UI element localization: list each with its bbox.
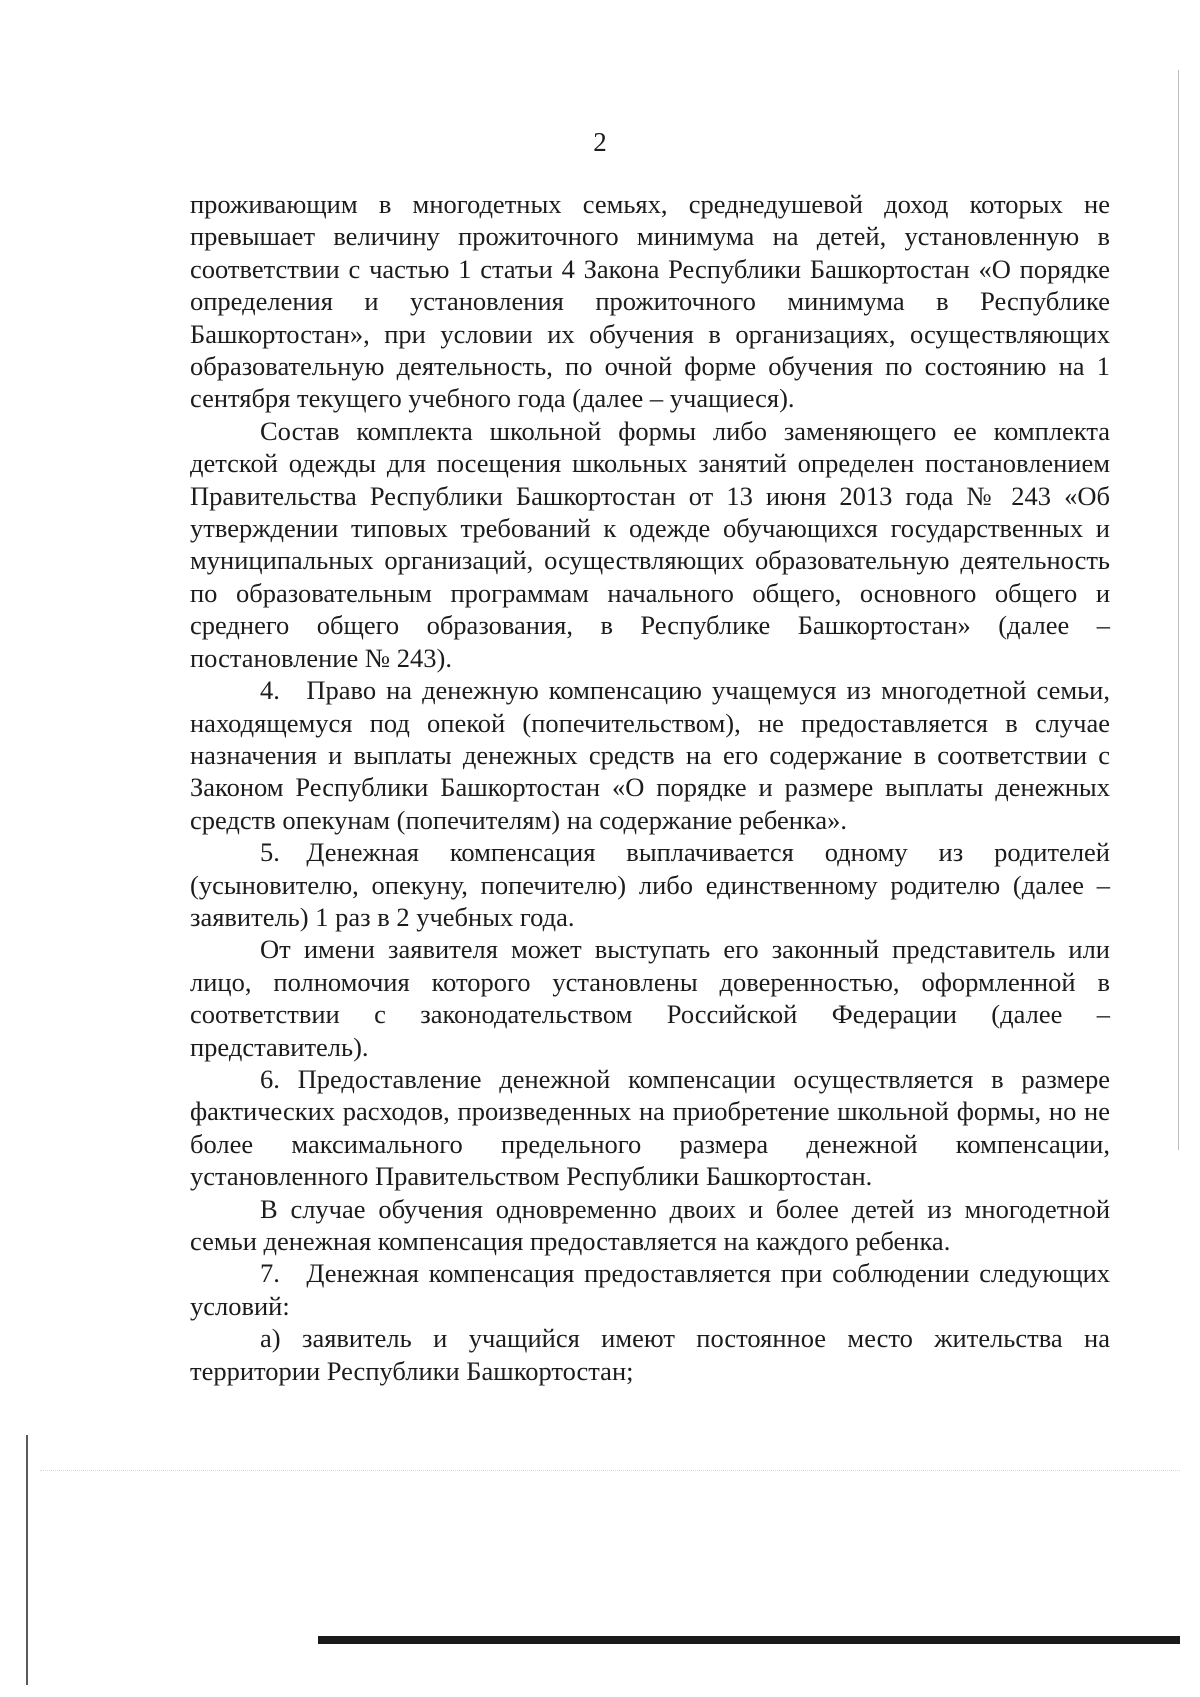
paragraph-item-7: 7. Денежная компенсация предоставляется при соблюдении следующих условий:	[190, 1258, 1110, 1321]
scan-edge-right	[1178, 70, 1179, 1150]
paragraph-item-6: 6. Предоставление денежной компенсации осуществляется в размере фактических расходов, произведенных на приобретение школьной формы, но не более максимального предельного размера денежной компенсации, установленного Правительством Республики Башкортостан.	[190, 1063, 1110, 1192]
paragraph-representative: От имени заявителя может выступать его законный представитель или лицо, полномочия которого установлены доверенностью, оформленной в соответствии с законодательством Российской Федерации (далее – представитель).	[190, 934, 1110, 1062]
paragraph-item-4: 4. Право на денежную компенсацию учащемуся из многодетной семьи, находящемуся под опекой (попечительством), не предоставляется в случае назначения и выплаты денежных средств на его содержание в соответствии с Законом Республики Башкортостан «О порядке и размере выплаты денежных средств опекунам (попечителям) на содержание ребенка».	[190, 675, 1110, 835]
scan-edge-left	[26, 1435, 28, 1685]
document-body	[190, 188, 1110, 1387]
paragraph-condition-a: а) заявитель и учащийся имеют постоянное место жительства на территории Республики Башкортостан;	[190, 1323, 1110, 1386]
scan-artifact-line	[40, 1470, 1180, 1471]
paragraph-item-5: 5. Денежная компенсация выплачивается одному из родителей (усыновителю, опекуну, попечителю) либо единственному родителю (далее – заявитель) 1 раз в 2 учебных года.	[190, 837, 1110, 932]
paragraph-multiple-children: В случае обучения одновременно двоих и более детей из многодетной семьи денежная компенсация предоставляется на каждого ребенка.	[190, 1193, 1110, 1256]
paragraph-eligibility-continuation: проживающим в многодетных семьях, среднедушевой доход которых не превышает величину прожиточного минимума на детей, установленную в соответствии с частью 1 статьи 4 Закона Республики Башкортостан «О порядке определения и установления прожиточного минимума в Республике Башкортостан», при условии их обучения в организациях, осуществляющих образовательную деятельность, по очной форме обучения по состоянию на 1 сентября текущего учебного года (далее – учащиеся).	[190, 189, 1110, 414]
paragraph-uniform-composition: Состав комплекта школьной формы либо заменяющего ее комплекта детской одежды для посещения школьных занятий определен постановлением Правительства Республики Башкортостан от 13 июня 2013 года № 243 «Об утверждении типовых требований к одежде обучающихся государственных и муниципальных организаций, осуществляющих образовательную деятельность по образовательным программам начального общего, основного общего и среднего общего образования, в Республике Башкортостан» (далее – постановление № 243).	[190, 415, 1110, 673]
bottom-rule	[318, 1636, 1180, 1644]
page-number: 2	[593, 127, 607, 157]
